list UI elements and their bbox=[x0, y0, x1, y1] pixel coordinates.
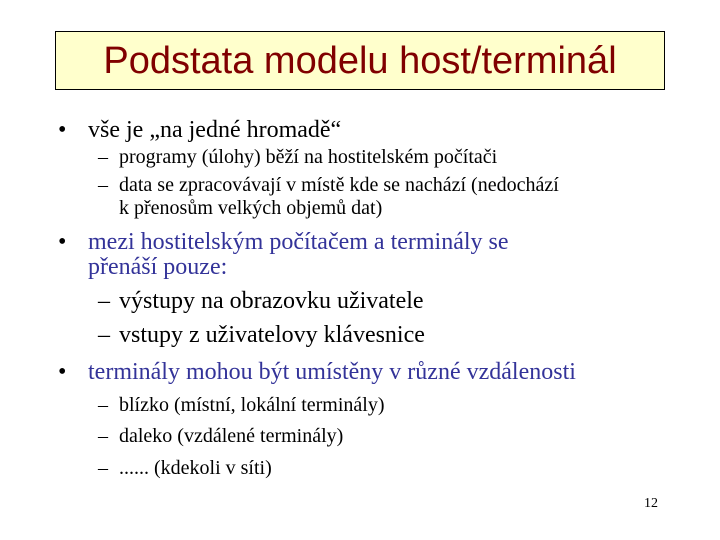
point-1-sub-2: data se zpracovávají v místě kde se nachází (nedochází bbox=[119, 174, 559, 196]
slide-title-box bbox=[55, 31, 665, 90]
bullet-2: • bbox=[58, 229, 67, 255]
slide-title: Podstata modelu host/terminál bbox=[103, 39, 617, 82]
dash-1-2: – bbox=[98, 174, 108, 196]
point-3-sub-1: blízko (místní, lokální terminály) bbox=[119, 394, 385, 416]
point-3-sub-2: daleko (vzdálené terminály) bbox=[119, 425, 344, 447]
dash-3-3: – bbox=[98, 457, 108, 479]
point-1-sub-2-cont: k přenosům velkých objemů dat) bbox=[119, 197, 383, 219]
dash-3-1: – bbox=[98, 394, 108, 416]
dash-2-1: – bbox=[98, 288, 110, 314]
dash-3-2: – bbox=[98, 425, 108, 447]
bullet-1: • bbox=[58, 117, 67, 143]
point-1-text: vše je „na jedné hromadě“ bbox=[88, 117, 342, 143]
point-1-sub-1: programy (úlohy) běží na hostitelském počítači bbox=[119, 146, 498, 168]
dash-2-2: – bbox=[98, 322, 110, 348]
dash-1-1: – bbox=[98, 146, 108, 168]
point-2-text-line2: přenáší pouze: bbox=[88, 254, 228, 280]
point-3-text: terminály mohou být umístěny v různé vzdálenosti bbox=[88, 359, 576, 385]
point-2-sub-1: výstupy na obrazovku uživatele bbox=[119, 288, 424, 314]
bullet-3: • bbox=[58, 359, 67, 385]
point-3-sub-3: ...... (kdekoli v síti) bbox=[119, 457, 272, 479]
point-2-text-line1: mezi hostitelským počítačem a terminály se bbox=[88, 229, 509, 255]
page-number: 12 bbox=[644, 496, 658, 511]
point-2-sub-2: vstupy z uživatelovy klávesnice bbox=[119, 322, 425, 348]
